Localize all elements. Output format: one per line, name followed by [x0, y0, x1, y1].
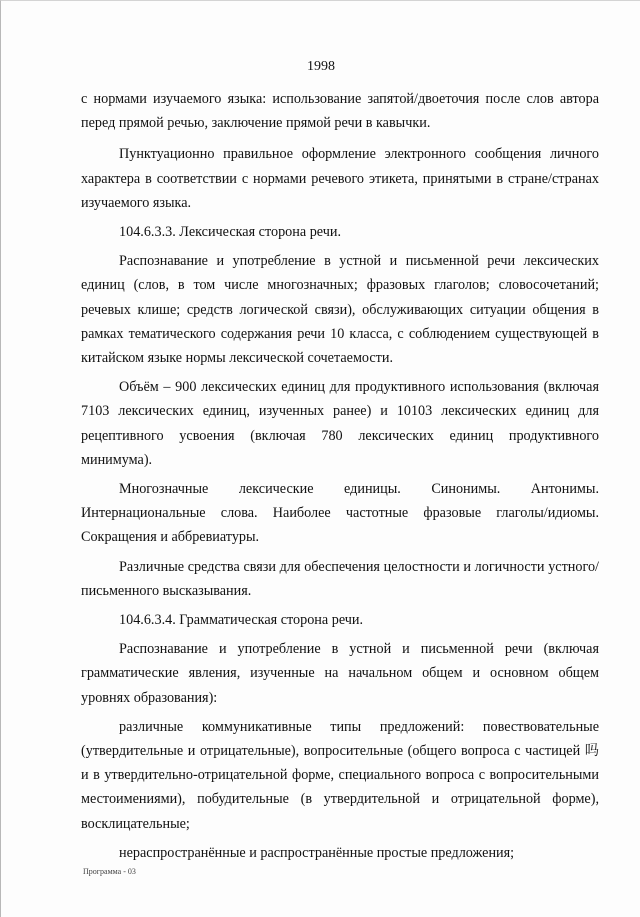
- page-footer: Программа - 03: [83, 867, 136, 876]
- page-number: 1998: [307, 59, 335, 74]
- section-heading-grammar: 104.6.3.4. Грамматическая сторона речи.: [119, 612, 364, 629]
- paragraph-connection-means: Различные средства связи для обеспечения целостности и логичности устного/письменного высказывания.: [81, 558, 599, 599]
- paragraph-volume: Объём – 900 лексических единиц для продуктивного использования (включая 7103 лексических единиц, изученных ранее) и 10103 лексических единиц для рецептивного усвоения (включая 780 лексических единиц продуктивного минимума).: [81, 379, 599, 468]
- document-body: [81, 87, 599, 865]
- paragraph-lexical-units: Распознавание и употребление в устной и письменной речи лексических единиц (слов, в том числе многозначных; фразовых глаголов; словосочетаний; речевых клише; средств логической связи), обслуживающих ситуации общения в рамках тематического содержания речи 10 класса, с соблюдением существующей в китайском языке нормы лексической сочетаемости.: [81, 253, 599, 367]
- section-heading-lexical: 104.6.3.3. Лексическая сторона речи.: [119, 224, 342, 241]
- paragraph-sentence-types: различные коммуникативные типы предложений: повествовательные (утвердительные и отрицательные), вопросительные (общего вопроса с частицей 吗 и в утвердительно-отрицательной форме, специального вопроса с вопросительными местоимениями), побудительные (в утвердительной и отрицательной форме), восклицательные;: [81, 718, 599, 832]
- paragraph-simple-sentences: нераспространённые и распространённые простые предложения;: [119, 844, 515, 861]
- paragraph-grammar-recognition: Распознавание и употребление в устной и письменной речи (включая грамматические явления, изученные на начальном общем и основном общем уровнях образования):: [81, 641, 599, 706]
- paragraph-electronic-message: Пунктуационно правильное оформление электронного сообщения личного характера в соответствии с нормами речевого этикета, принятыми в стране/странах изучаемого языка.: [81, 146, 599, 211]
- paragraph-punctuation-continuation: с нормами изучаемого языка: использование запятой/двоеточия после слов автора перед прямой речью, заключение прямой речи в кавычки.: [81, 91, 599, 132]
- paragraph-polysemous-units: Многозначные лексические единицы. Синонимы. Антонимы. Интернациональные слова. Наиболее частотные фразовые глаголы/идиомы. Сокращения и аббревиатуры.: [81, 481, 599, 546]
